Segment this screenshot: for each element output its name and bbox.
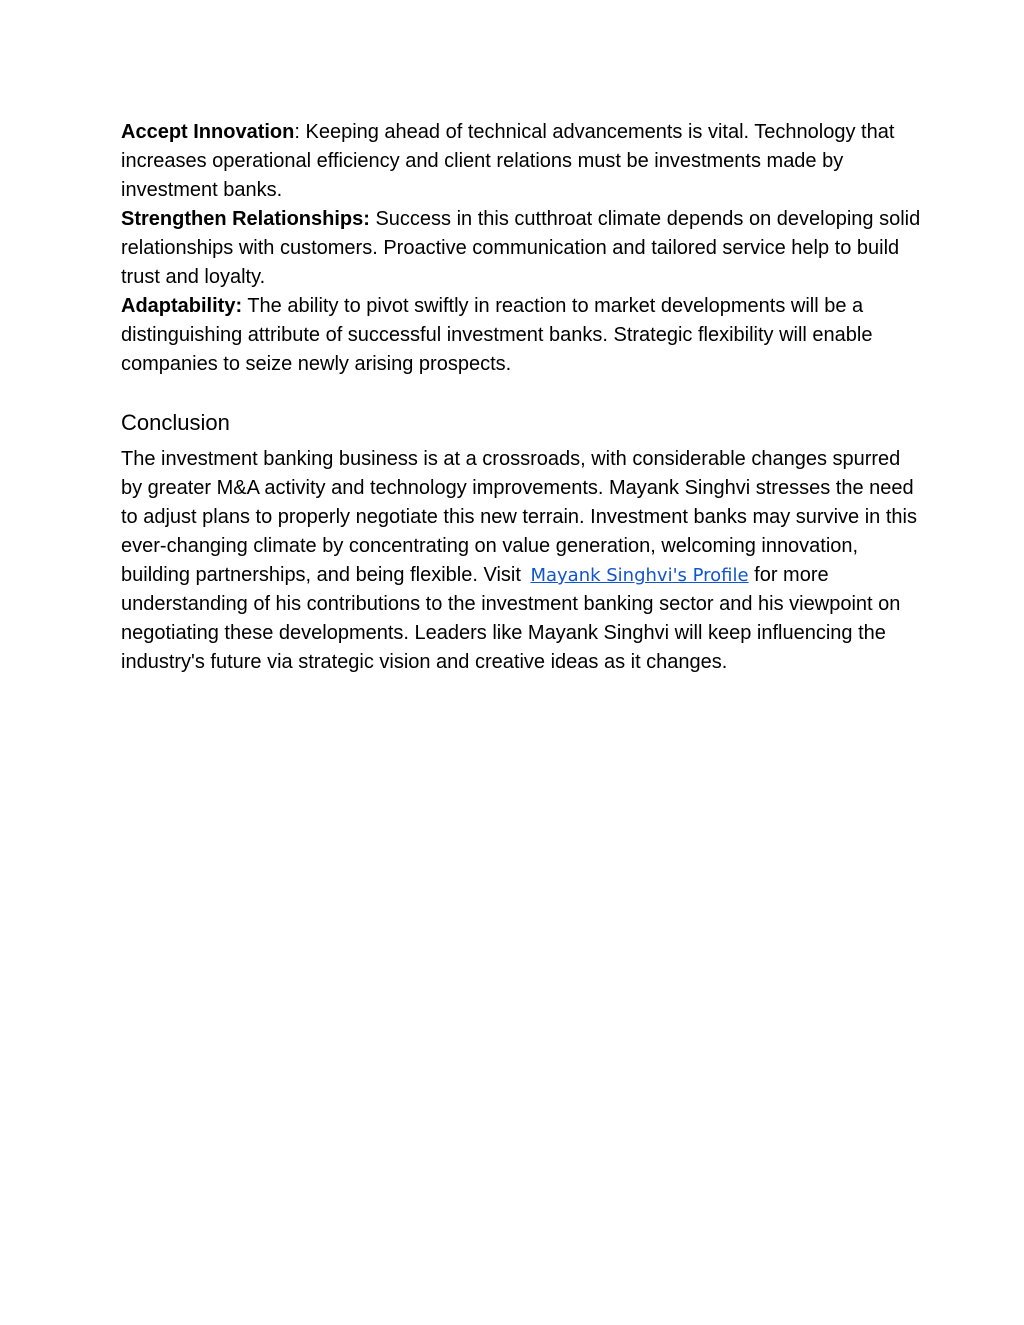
point-separator: : [294,121,300,143]
document-page [121,118,921,677]
point-text: Success in this cutthroat climate depends on developing solid relationships with customers. Proactive communication and tailored service help to build trust and loyalty. [121,208,921,288]
point-text: Keeping ahead of technical advancements is vital. Technology that increases operational efficiency and client relations must be investments made by investment banks. [121,121,895,201]
point-accept-innovation [121,118,921,205]
point-label: Adaptability: [121,295,243,317]
point-strengthen-relationships [121,205,921,292]
profile-link[interactable]: Mayank Singhvi's Profile [530,565,749,586]
conclusion-heading: Conclusion [121,410,230,435]
point-adaptability [121,292,921,379]
conclusion-text-before-link: The investment banking business is at a crossroads, with considerable changes spurred by greater M&A activity and technology improvements. Mayank Singhvi stresses the need to adjust plans to properly negotiate this new terrain. Investment banks may survive in this ever-changing climate by concentrating on value generation, welcoming innovation, building partnerships, and being flexible. Visit [121,448,917,586]
conclusion-text-after-link: for more understanding of his contributions to the investment banking sector and his viewpoint on negotiating these developments. Leaders like Mayank Singhvi will keep influencing the industry's future via strategic vision and creative ideas as it changes. [121,564,901,673]
point-label: Strengthen Relationships: [121,208,370,230]
point-text: The ability to pivot swiftly in reaction to market developments will be a distinguishing attribute of successful investment banks. Strategic flexibility will enable companies to seize newly arising prospects. [121,295,873,375]
conclusion-body [121,445,921,677]
point-label: Accept Innovation [121,121,295,143]
